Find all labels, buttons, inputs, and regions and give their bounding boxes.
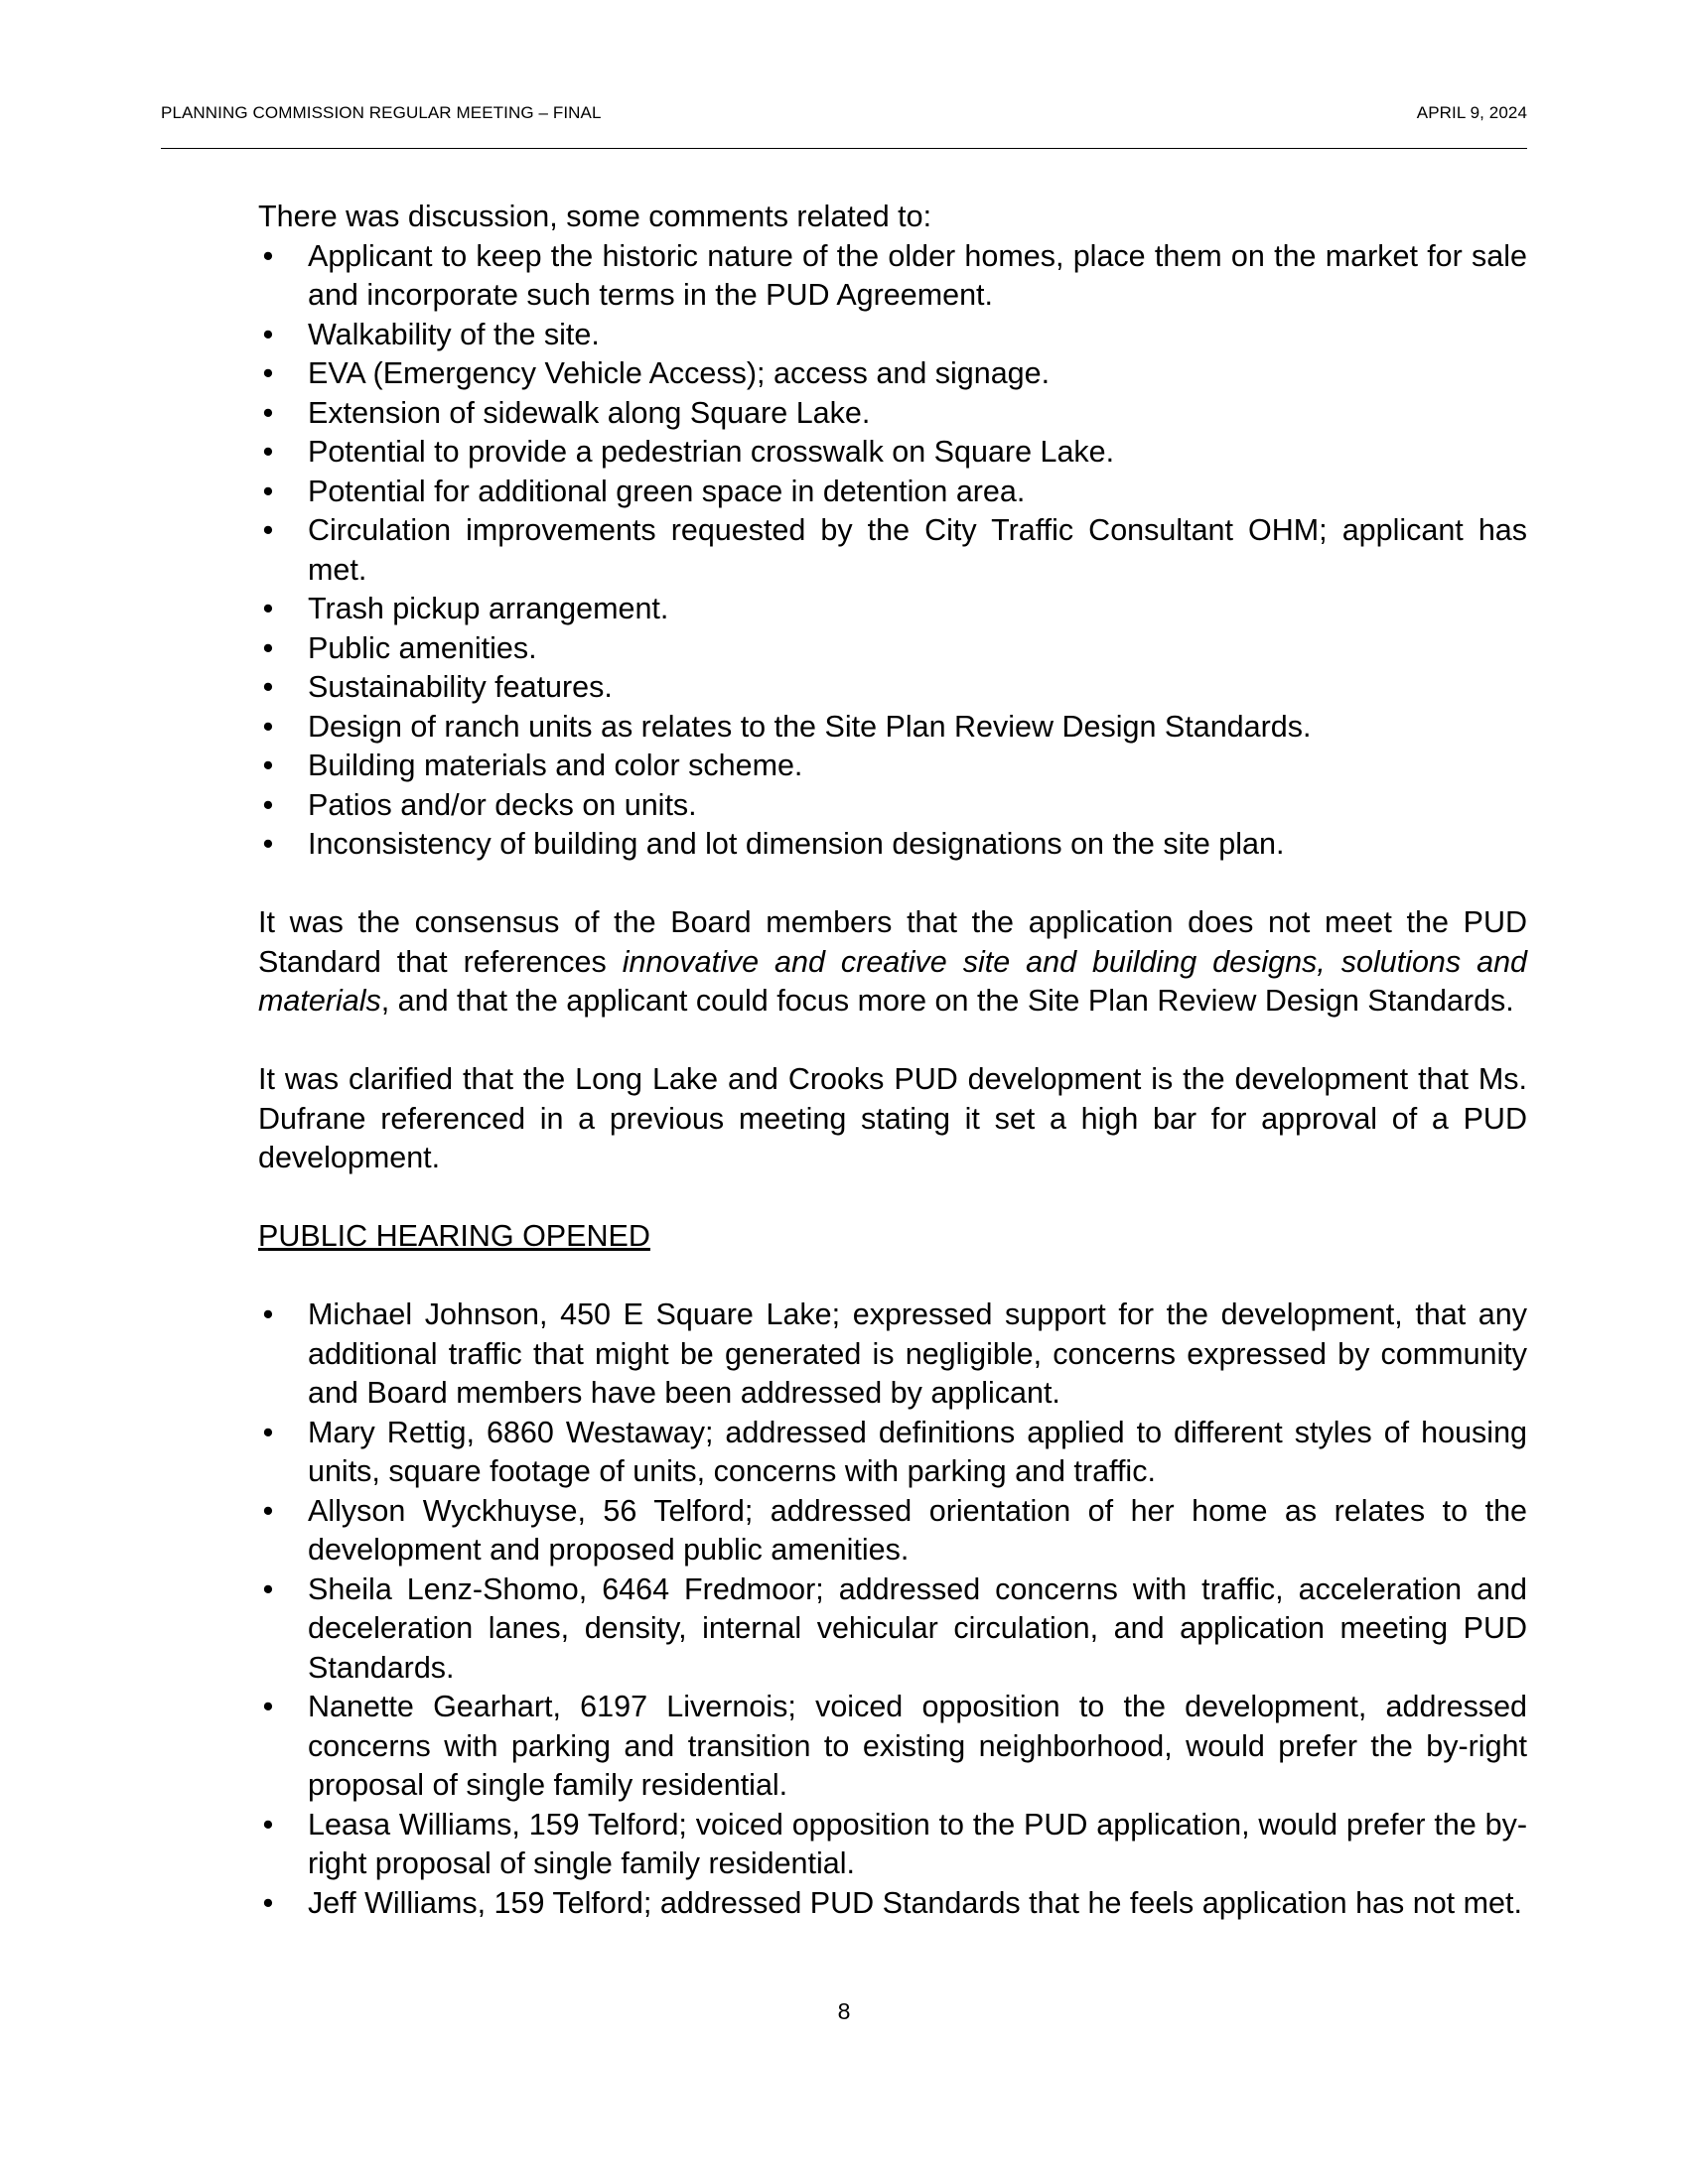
list-item [258,825,1527,865]
list-item [258,1570,1527,1689]
consensus-text-end: , and that the applicant could focus more on the Site Plan Review Design Standards. [380,984,1514,1018]
list-item [258,1492,1527,1570]
bullet-icon: • [262,827,274,861]
list-item [258,354,1527,394]
list-item-text: Michael Johnson, 450 E Square Lake; expressed support for the development, that any additional traffic that might be generated is negligible, concerns expressed by community and Board members have been addressed by applicant. [308,1297,1527,1410]
bullet-icon: • [262,1885,274,1920]
header-title: PLANNING COMMISSION REGULAR MEETING – FINAL [161,103,602,122]
bullet-icon: • [262,238,274,273]
bullet-icon: • [262,474,274,508]
list-item-text: EVA (Emergency Vehicle Access); access and signage. [308,356,1051,390]
list-item [258,629,1527,669]
bullet-icon: • [262,1297,274,1331]
list-item [258,433,1527,473]
list-item [258,511,1527,590]
list-item [258,747,1527,786]
header-divider [161,148,1527,149]
list-item [258,316,1527,355]
bullet-icon: • [262,1571,274,1606]
list-item-text: Circulation improvements requested by the City Traffic Consultant OHM; applicant has met. [308,513,1527,587]
bullet-icon: • [262,395,274,430]
list-item [258,590,1527,629]
bullet-icon: • [262,749,274,782]
list-item-text: Walkability of the site. [308,317,600,351]
list-item [258,1414,1527,1492]
list-item [258,708,1527,748]
bullet-icon: • [262,1690,274,1723]
list-item [258,668,1527,708]
consensus-quote: innovative and creative site and building designs, solutions and materials [258,944,1528,1018]
bullet-icon: • [262,709,274,744]
bullet-icon: • [262,787,274,822]
public-hearing-heading: PUBLIC HEARING OPENED [258,1219,650,1253]
bullet-icon: • [262,513,274,547]
list-item-text: Nanette Gearhart, 6197 Livernois; voiced opposition to the development, addressed concerns with parking and transition to existing neighborhood, would prefer the by-right proposal of single family residential. [308,1690,1527,1802]
list-item-text: Patios and/or decks on units. [308,787,697,822]
bullet-icon: • [262,630,274,665]
list-item-text: Sustainability features. [308,670,613,704]
list-item-text: Design of ranch units as relates to the Site Plan Review Design Standards. [308,709,1312,744]
list-item-text: Sheila Lenz-Shomo, 6464 Fredmoor; addressed concerns with traffic, acceleration and deceleration lanes, density, internal vehicular circulation, and application meeting PUD Standards. [308,1571,1527,1685]
consensus-paragraph [258,903,1527,1022]
bullet-icon: • [262,317,274,351]
list-item-text: Trash pickup arrangement. [308,592,669,625]
bullet-icon: • [262,1493,274,1528]
list-item [258,394,1527,434]
list-item [258,1806,1527,1884]
bullet-icon: • [262,435,274,469]
list-item [258,1688,1527,1806]
clarified-paragraph: It was clarified that the Long Lake and Crooks PUD development is the development that Ms. Dufrane referenced in a previous meeting stating it set a high bar for approval of a PUD development. [258,1062,1527,1174]
list-item-text: Building materials and color scheme. [308,749,803,782]
bullet-icon: • [262,670,274,704]
bullet-icon: • [262,1807,274,1842]
page-number: 8 [837,1998,851,2024]
list-item-text: Leasa Williams, 159 Telford; voiced opposition to the PUD application, would prefer the by-right proposal of single family residential. [308,1807,1527,1880]
bullet-icon: • [262,592,274,625]
list-item-text: Public amenities. [308,630,537,665]
list-item-text: Potential to provide a pedestrian crosswalk on Square Lake. [308,435,1115,469]
page-header [161,103,1527,123]
list-item-text: Inconsistency of building and lot dimension designations on the site plan. [308,827,1285,861]
list-item-text: Allyson Wyckhuyse, 56 Telford; addressed orientation of her home as relates to the development and proposed public amenities. [308,1493,1527,1567]
list-item-text: Potential for additional green space in detention area. [308,474,1026,508]
list-item [258,786,1527,826]
list-item [258,237,1527,316]
public-hearing-list [258,1296,1527,1923]
document-body [258,198,1527,1923]
discussion-list [258,237,1527,865]
list-item-text: Extension of sidewalk along Square Lake. [308,395,871,430]
section-heading [258,1217,1527,1257]
list-item [258,1296,1527,1414]
list-item-text: Applicant to keep the historic nature of the older homes, place them on the market for sale and incorporate such terms in the PUD Agreement. [308,238,1527,312]
header-date: APRIL 9, 2024 [1416,103,1527,122]
consensus-text-start: It was the consensus of the Board members that the application does not meet the PUD Standard that references [258,905,1527,979]
list-item [258,473,1527,512]
bullet-icon: • [262,1415,274,1449]
bullet-icon: • [262,356,274,390]
list-item [258,1884,1527,1924]
list-item-text: Jeff Williams, 159 Telford; addressed PUD Standards that he feels application has not met. [308,1885,1522,1920]
discussion-intro: There was discussion, some comments related to: [258,200,932,233]
list-item-text: Mary Rettig, 6860 Westaway; addressed definitions applied to different styles of housing units, square footage of units, concerns with parking and traffic. [308,1415,1527,1488]
